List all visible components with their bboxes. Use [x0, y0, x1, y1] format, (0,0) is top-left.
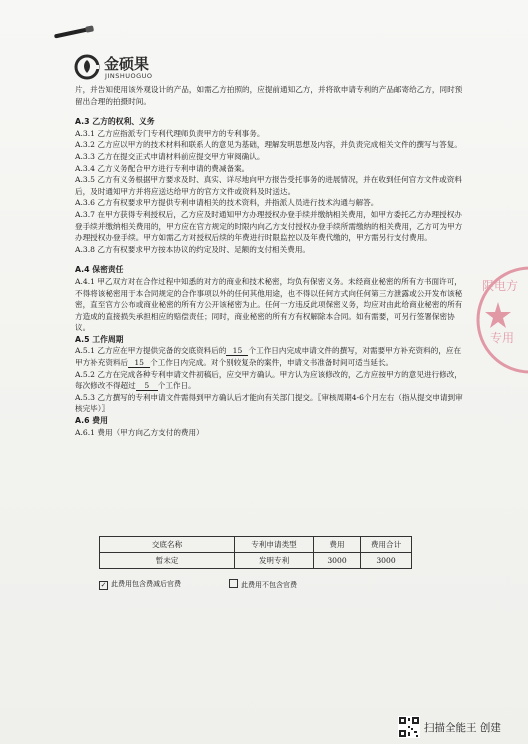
scanner-watermark-text: 扫描全能王 创建: [424, 721, 501, 734]
a3-item: A.3.6 乙方有权要求甲方提供专利申请相关的技术资料，并指派人员进行技术沟通与解答。: [75, 198, 379, 208]
a5-paragraph-2: A.5.2 乙方在完成各种专利申请文件初稿后，应交甲方确认。甲方认为应该修改的，乙方应按甲方的意见进行修改，每次修改不得超过 5 个工作日。: [75, 369, 462, 391]
a3-item: A.3.3 乙方在提交正式申请材料前应提交甲方审阅确认。: [75, 151, 265, 161]
company-logo: [74, 52, 194, 86]
a3-item: A.3.8 乙方有权要求甲方按本协议的约定及时、足额的支付相关费用。: [75, 244, 311, 254]
seal-star-icon: [485, 302, 511, 328]
table-header: 交底名称: [100, 537, 235, 553]
table-header-row: [100, 537, 412, 553]
section-a5-title: A.5 工作周期: [75, 334, 124, 344]
a3-item: A.3.2 乙方应以甲方的技术材料和联系人的意见为基础，理解发明思想及内容，并负责完成相关文件的撰写与答复。: [75, 140, 462, 150]
section-a3-title: A.3 乙方的权利、义务: [75, 117, 155, 127]
intro-paragraph: 片，并告知使用该外观设计的产品，如需乙方拍照的，应提前通知乙方，并将欲申请专利的产品邮寄给乙方，同时预留出合理的拍摄时间。: [75, 85, 463, 106]
option-exclude-fee: 此费用不包含官费: [229, 579, 297, 590]
empty-checkbox-icon: [229, 579, 238, 588]
section-a4-title: A.4 保密责任: [75, 265, 124, 275]
table-cell: 发明专利: [235, 553, 314, 569]
table-cell: 3000: [361, 553, 412, 569]
section-a6-title: A.6 费用: [75, 416, 108, 426]
table-header: 费用合计: [361, 537, 412, 553]
a5-paragraph-3: A.5.3 乙方撰写的专利申请文件需得到甲方确认后才能向有关部门提交。〖审核周期4-6个月左右（指从提交申请到审核完毕）〗: [75, 392, 463, 414]
logo-subtitle: JINSHUOGUO: [105, 72, 153, 80]
work-days-value: 15: [226, 346, 248, 356]
fee-table-wrap: [99, 536, 412, 569]
logo-name: 金硕果: [104, 55, 150, 73]
a3-item: A.3.4 乙方义务配合甲方进行专利申请的费减备案。: [75, 163, 250, 173]
a3-item: A.3.5 乙方有义务根据甲方要求及时、真实、详尽地向甲方报告受托事务的进展情况，并在收到任何官方文件或资料后，及时通知甲方并将应送达给甲方的官方文件或资料及时送达。: [75, 175, 462, 196]
revision-days-value: 5: [136, 381, 158, 391]
seal-text-2: 专用: [490, 331, 515, 345]
seal-text-1: 限电方: [482, 279, 519, 293]
table-cell: 暂未定: [100, 553, 235, 569]
scanner-watermark: [398, 714, 501, 740]
company-seal: [468, 250, 528, 400]
a3-item: A.3.1 乙方应指派专门专利代理师负责甲方的专利事务。: [75, 128, 265, 138]
option-include-fee: ✓ 此费用包含费减后官费: [100, 580, 181, 589]
table-header: 费用: [314, 537, 361, 553]
a6-subtitle: A.6.1 费用（甲方向乙方支付的费用）: [75, 427, 204, 437]
fee-table: [99, 536, 412, 569]
table-row: [100, 553, 412, 569]
supplement-days-value: 15: [128, 358, 150, 368]
a5-paragraph-1: A.5.1 乙方应在甲方提供完备的交底资料后的 15 个工作日内完成申请文件的撰写，对需要甲方补充资料的，应在甲方补充资料后 15 个工作日内完成。对个别较复杂的案件，申请文书准备时间可适当延长。: [75, 346, 462, 368]
table-cell: 3000: [314, 553, 361, 569]
seal-graphic: [468, 250, 528, 400]
logo-icon: [74, 54, 100, 80]
checked-checkbox-icon: ✓: [100, 581, 107, 589]
a4-paragraph: A.4.1 甲乙双方对在合作过程中知悉的对方的商业和技术秘密，均负有保密义务。未经商业秘密的所有方书面许可，不得将该秘密用于本合同规定的合作事项以外的任何其他用途，也不得以任何方式向任何第三方泄露或公开发布该秘密，直至官方公布或商业秘密的所有方公开该秘密为止。任何一方违反此项保密义务，均应对由此给商业秘密的所有方造成的直接损失承担相应的赔偿责任；同时，商业秘密的所有方有权解除本合同。如有需要，可另行签署保密协议。: [75, 276, 463, 333]
qr-code-icon: [398, 716, 420, 738]
contract-body: [75, 84, 465, 438]
pen-mark: [54, 28, 88, 39]
fee-options: [99, 579, 429, 590]
table-header: 专利申请类型: [235, 537, 314, 553]
a3-item: A.3.7 在甲方获得专利授权后，乙方应及时通知甲方办理授权办登手续并缴纳相关费用，如甲方委托乙方办理授权办登手续并缴纳相关费用的，甲方应在官方规定的时限内向乙方支付授权办登手续所需缴纳的相关费用，乙方可为甲方办理授权办登手续。甲方如需乙方对授权后续的年费进行时限监控以及年费代缴的，甲方需另行支付费用。: [75, 209, 463, 243]
